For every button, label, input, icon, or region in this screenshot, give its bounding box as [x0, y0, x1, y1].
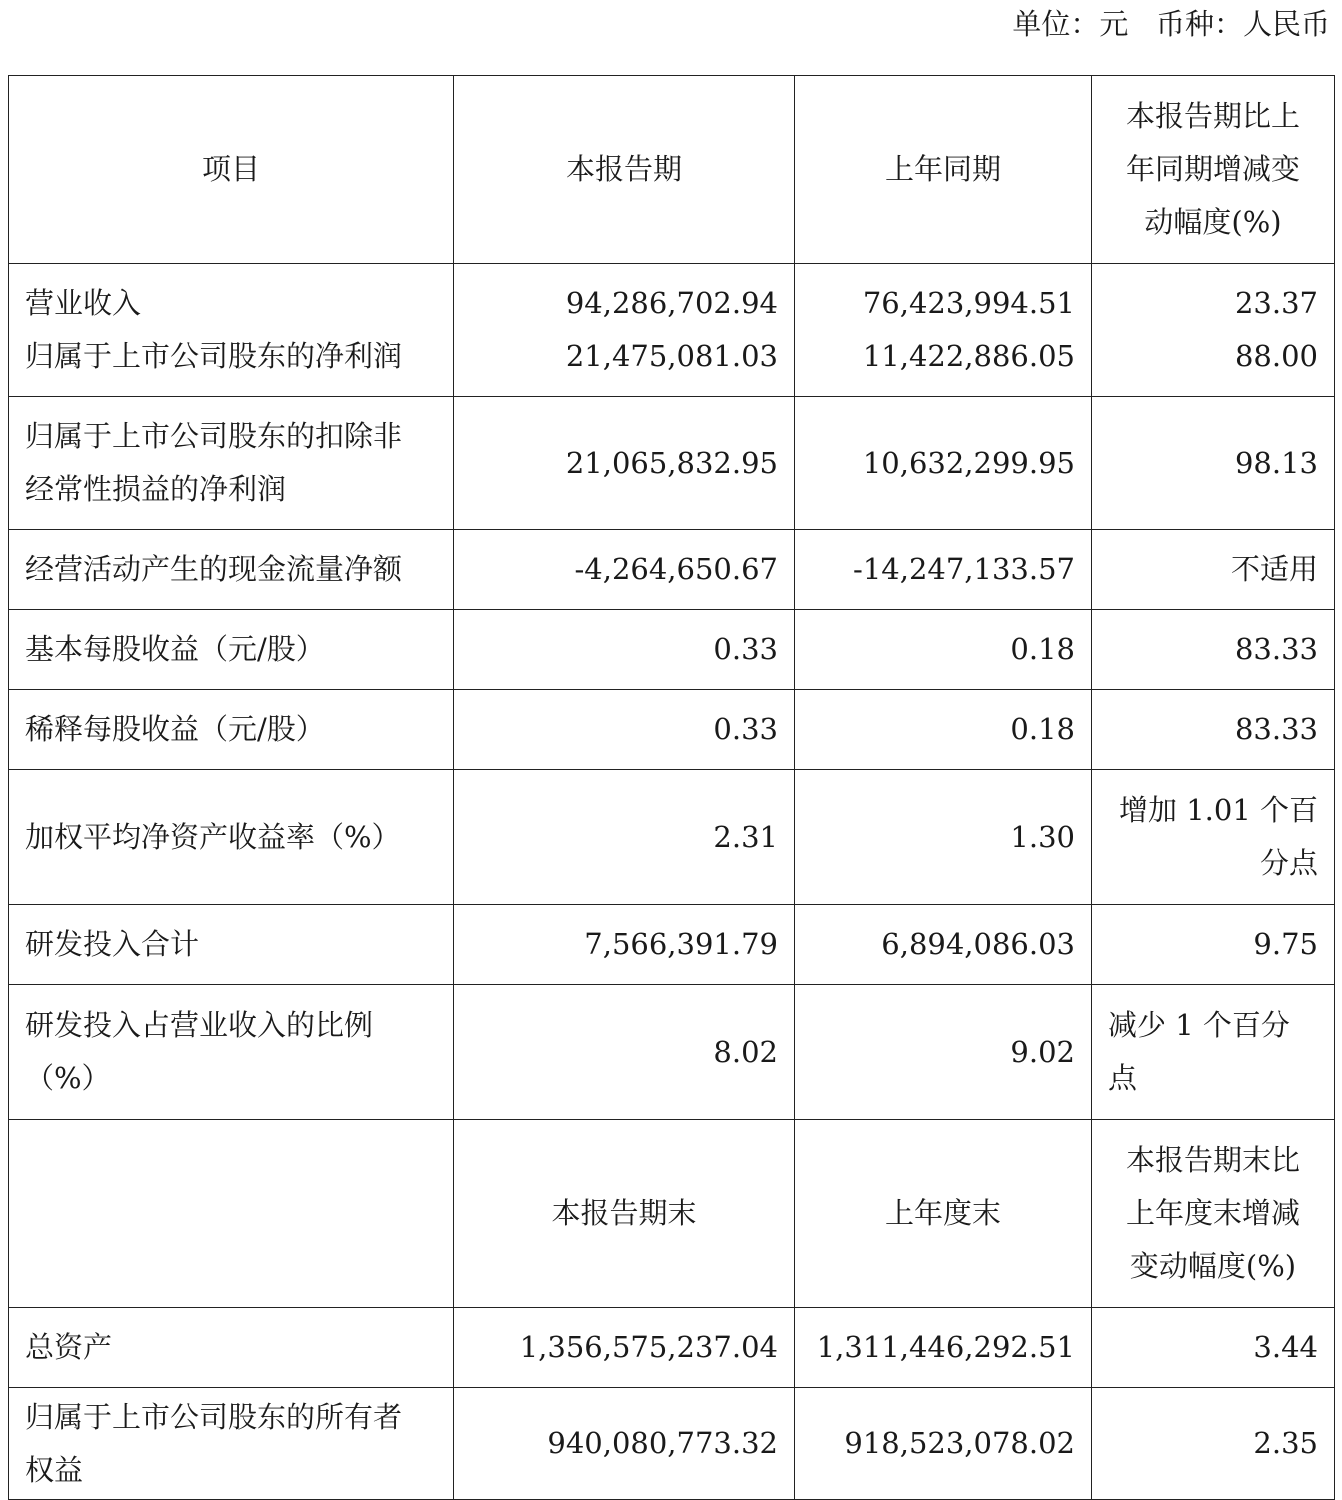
row-label: [9, 397, 454, 530]
prior-value: [795, 264, 1092, 397]
change-value: 不适用: [1092, 530, 1335, 610]
row-label-line: 经常性损益的净利润: [25, 472, 287, 506]
current-value: [454, 264, 795, 397]
change-value-line: 分点: [1259, 846, 1318, 880]
table-header-row: [9, 76, 1335, 264]
row-label-line: 研发投入占营业收入的比例: [25, 1008, 374, 1042]
change-value: [1092, 770, 1335, 905]
current-value: 7,566,391.79: [454, 905, 795, 985]
change-value: 83.33: [1092, 610, 1335, 690]
subheader-change-line: 上年度末增减: [1125, 1196, 1300, 1230]
financial-data-table: [8, 75, 1335, 1500]
subheader-change-line: 本报告期末比: [1125, 1143, 1300, 1177]
row-label: 总资产: [9, 1308, 454, 1388]
header-item: 项目: [9, 76, 454, 264]
current-value: 0.33: [454, 610, 795, 690]
row-label: [9, 985, 454, 1120]
current-value: 2.31: [454, 770, 795, 905]
prior-value: 1.30: [795, 770, 1092, 905]
prior-value: 0.18: [795, 610, 1092, 690]
prior-value: 1,311,446,292.51: [795, 1308, 1092, 1388]
prior-value: 918,523,078.02: [795, 1388, 1092, 1500]
row-label-line: 归属于上市公司股东的所有者: [25, 1399, 403, 1434]
table-subheader-row: [9, 1120, 1335, 1308]
row-label-line: 营业收入: [25, 286, 142, 320]
table-row: [9, 530, 1335, 610]
current-value-line: 21,475,081.03: [565, 339, 778, 373]
header-change: [1092, 76, 1335, 264]
change-value-line: 增加 1.01 个百: [1118, 793, 1318, 827]
header-prior-period: 上年同期: [795, 76, 1092, 264]
change-value-line: 23.37: [1234, 286, 1318, 320]
row-label: 基本每股收益（元/股）: [9, 610, 454, 690]
subheader-current-period-end: 本报告期末: [454, 1120, 795, 1308]
row-label: [9, 264, 454, 397]
row-label: 加权平均净资产收益率（%）: [9, 770, 454, 905]
table-row: [9, 770, 1335, 905]
table-row: [9, 905, 1335, 985]
current-value: 0.33: [454, 690, 795, 770]
row-label: 稀释每股收益（元/股）: [9, 690, 454, 770]
change-value-line: 88.00: [1234, 339, 1318, 373]
prior-value: -14,247,133.57: [795, 530, 1092, 610]
subheader-change: [1092, 1120, 1335, 1308]
table-row: [9, 1308, 1335, 1388]
row-label: 经营活动产生的现金流量净额: [9, 530, 454, 610]
table-row: [9, 397, 1335, 530]
current-value: 8.02: [454, 985, 795, 1120]
table-row: [9, 610, 1335, 690]
prior-value: 10,632,299.95: [795, 397, 1092, 530]
current-value: 1,356,575,237.04: [454, 1308, 795, 1388]
row-label-line: 权益: [25, 1452, 84, 1487]
row-label-line: 归属于上市公司股东的扣除非: [25, 419, 403, 453]
change-value: [1092, 985, 1335, 1120]
current-value-line: 94,286,702.94: [565, 286, 778, 320]
change-value: 2.35: [1092, 1388, 1335, 1500]
header-change-line: 本报告期比上: [1125, 99, 1300, 133]
change-value: 98.13: [1092, 397, 1335, 530]
header-current-period: 本报告期: [454, 76, 795, 264]
table-row: [9, 690, 1335, 770]
current-value: 940,080,773.32: [454, 1388, 795, 1500]
row-label-line: （%）: [25, 1061, 111, 1095]
current-value: 21,065,832.95: [454, 397, 795, 530]
prior-value: 9.02: [795, 985, 1092, 1120]
prior-value-line: 76,423,994.51: [862, 286, 1075, 320]
header-change-line: 动幅度(%): [1144, 205, 1282, 239]
subheader-change-line: 变动幅度(%): [1129, 1249, 1297, 1283]
unit-currency-note: 单位：元 币种：人民币: [1012, 7, 1330, 41]
change-value-line: 减少 1 个百分: [1108, 1008, 1290, 1042]
row-label-line: 归属于上市公司股东的净利润: [25, 339, 403, 373]
row-label: 研发投入合计: [9, 905, 454, 985]
change-value-line: 点: [1108, 1061, 1138, 1095]
change-value: 3.44: [1092, 1308, 1335, 1388]
prior-value: 6,894,086.03: [795, 905, 1092, 985]
table-row: [9, 264, 1335, 397]
current-value: -4,264,650.67: [454, 530, 795, 610]
change-value: 83.33: [1092, 690, 1335, 770]
change-value: 9.75: [1092, 905, 1335, 985]
table-row: [9, 985, 1335, 1120]
change-value: [1092, 264, 1335, 397]
header-change-line: 年同期增减变: [1125, 152, 1300, 186]
table-row: [9, 1388, 1335, 1500]
subheader-empty-cell: [9, 1120, 454, 1308]
row-label: [9, 1388, 454, 1500]
prior-value-line: 11,422,886.05: [862, 339, 1075, 373]
subheader-prior-year-end: 上年度末: [795, 1120, 1092, 1308]
prior-value: 0.18: [795, 690, 1092, 770]
